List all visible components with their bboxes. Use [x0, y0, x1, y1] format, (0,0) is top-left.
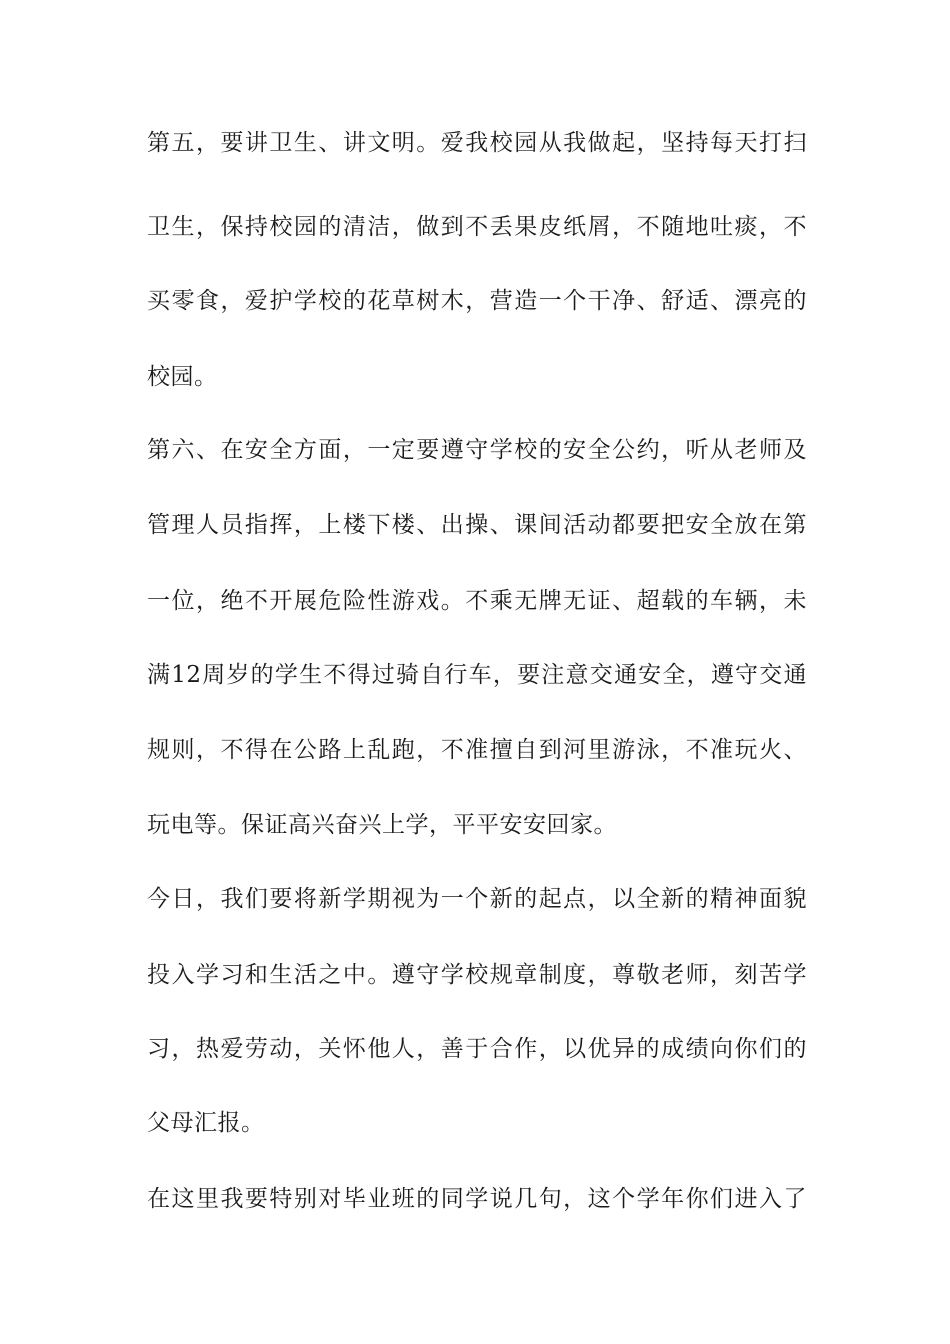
text-line: 一位，绝不开展危险性游戏。不乘无牌无证、超载的车辆，未 — [147, 588, 807, 614]
text-line: 玩电等。保证高兴奋兴上学，平平安安回家。 — [147, 812, 617, 838]
text-line: 第六、在安全方面，一定要遵守学校的安全公约，听从老师及 — [147, 437, 807, 463]
text-line: 第五，要讲卫生、讲文明。爱我校园从我做起，坚持每天打扫 — [147, 130, 807, 156]
text-line: 今日，我们要将新学期视为一个新的起点，以全新的精神面貌 — [147, 886, 807, 912]
text-line: 投入学习和生活之中。遵守学校规章制度，尊敬老师，刻苦学 — [147, 962, 807, 988]
text-line: 买零食，爱护学校的花草树木，营造一个干净、舒适、漂亮的 — [147, 288, 807, 314]
text-line: 习，热爱劳动，关怀他人，善于合作，以优异的成绩向你们的 — [147, 1036, 807, 1062]
text-line: 满12周岁的学生不得过骑自行车，要注意交通安全，遵守交通 — [147, 662, 807, 688]
text-line: 管理人员指挥，上楼下楼、出操、课间活动都要把安全放在第 — [147, 512, 807, 538]
text-line: 父母汇报。 — [147, 1110, 265, 1136]
text-line: 校园。 — [147, 364, 218, 390]
text-line: 卫生，保持校园的清洁，做到不丢果皮纸屑，不随地吐痰，不 — [147, 214, 807, 240]
text-line: 规则，不得在公路上乱跑，不准擅自到河里游泳，不准玩火、 — [147, 737, 807, 763]
text-line: 在这里我要特别对毕业班的同学说几句，这个学年你们进入了 — [147, 1186, 807, 1212]
